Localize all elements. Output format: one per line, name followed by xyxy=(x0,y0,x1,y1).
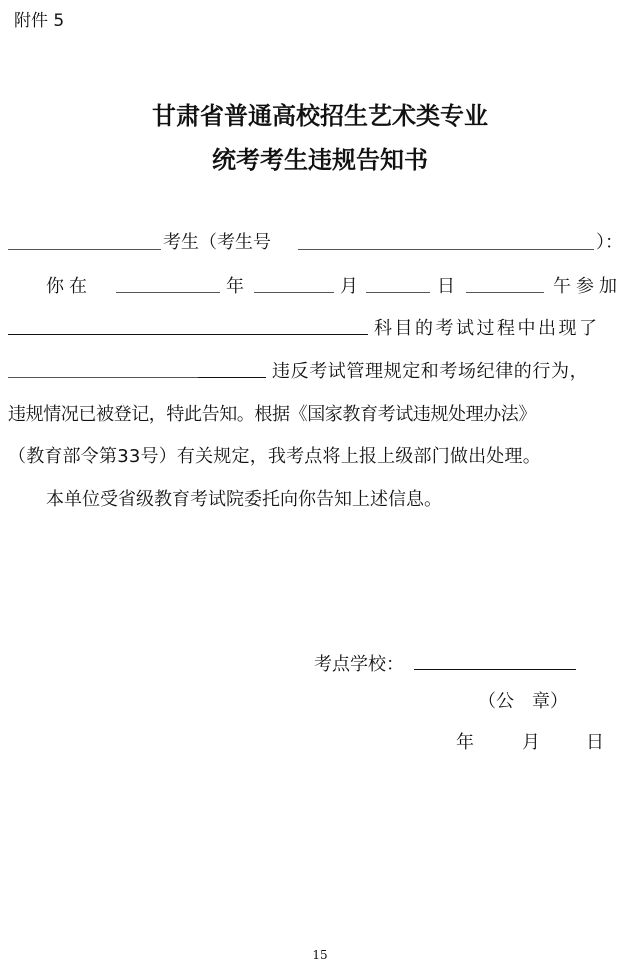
year-blank xyxy=(116,292,220,293)
date-year: 年 xyxy=(456,732,474,753)
page-title-line-2: 统考考生违规告知书 xyxy=(212,145,428,174)
subject-text: 科目的考试过程中出现了 xyxy=(374,318,600,339)
school-label: 考点学校： xyxy=(314,654,404,675)
paragraph-line-5: 违规情况已被登记，特此告知。根据《国家教育考试违规处理办法》 xyxy=(8,404,536,425)
month-blank xyxy=(254,292,334,293)
date-month: 月 xyxy=(522,732,540,753)
you-text: 你在 xyxy=(46,276,92,297)
subject-blank xyxy=(8,334,368,335)
examinee-number-blank xyxy=(298,249,594,250)
seal-label: （公 章） xyxy=(478,691,568,712)
violation-blank-part-1 xyxy=(8,377,198,378)
attachment-label: 附件 5 xyxy=(14,11,65,31)
examinee-label: 考生（考生号 xyxy=(163,232,271,253)
date-day: 日 xyxy=(586,732,604,753)
page-title-line-1: 甘肃省普通高校招生艺术类专业 xyxy=(152,101,488,130)
day-blank xyxy=(366,292,430,293)
paragraph-line-6: （教育部令第33号）有关规定，我考点将上报上级部门做出处理。 xyxy=(8,446,541,467)
close-paren: ）： xyxy=(596,232,623,253)
paragraph-line-7: 本单位受省级教育考试院委托向你告知上述信息。 xyxy=(46,489,442,510)
half-day-blank xyxy=(466,292,544,293)
school-blank xyxy=(414,669,576,670)
year-label: 年 xyxy=(226,276,244,297)
violation-text: 违反考试管理规定和考场纪律的行为， xyxy=(272,361,589,382)
month-label: 月 xyxy=(340,276,358,297)
afternoon-text: 午参加 xyxy=(553,276,622,297)
page-number: 15 xyxy=(312,948,328,962)
day-label: 日 xyxy=(437,276,455,297)
examinee-name-blank xyxy=(8,249,161,250)
violation-blank-part-2 xyxy=(198,377,266,378)
